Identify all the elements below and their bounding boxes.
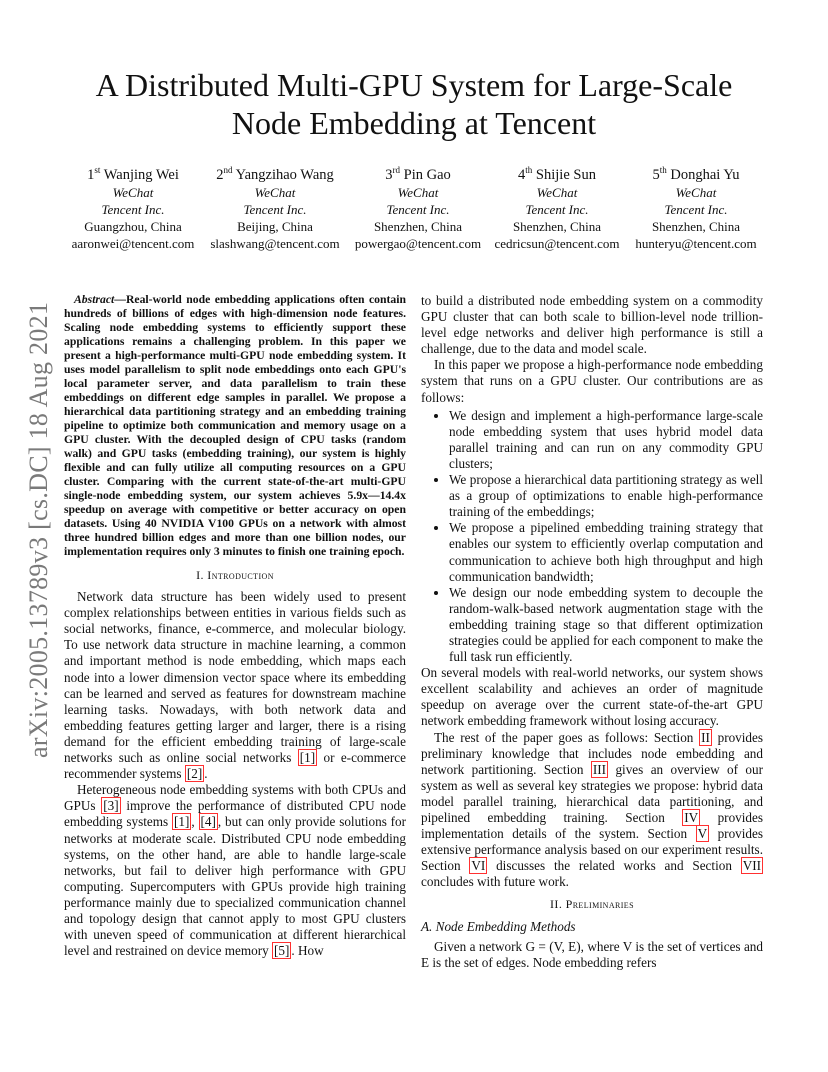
section-link[interactable]: II: [701, 729, 710, 745]
list-item: • We design our node embedding system to decouple the random-walk-based network augmentation stage with the embedding training stage so that different optimization strategies could be applied for each component to make the full task run efficiently.: [449, 585, 763, 665]
body-paragraph: On several models with real-world networks, our system shows excellent scalability and achieves an order of magnitude speedup on average over the current state-of-the-art GPU network embedding framework without losing accuracy.: [421, 665, 763, 729]
intro-paragraph-2: Heterogeneous node embedding systems with both CPUs and GPUs [3] improve the performance of distributed CPU node embedding systems [1] , [4] , but can only provide solutions for networks at moderate scale. Distributed CPU node embedding systems, on the other hand, are able to handle large-scale networks, but fail to deliver high performance with GPU computing. Supercomputers with GPUs provide high training performance mainly due to specialized communication channel and topology design that cannot apply to most GPU clusters with uneven speed of communication at different hierarchical level and restrained on device memory [5] . How: [64, 782, 407, 959]
citation-link[interactable]: [3]: [103, 798, 119, 814]
citation-link[interactable]: [1]: [174, 814, 190, 830]
author-name: Shijie Sun: [535, 166, 596, 183]
author-1: 1st Wanjing Wei WeChat Tencent Inc. Guangzhou, China aaronwei@tencent.com: [71, 165, 195, 251]
author-2: 2nd Yangzihao Wang WeChat Tencent Inc. Beijing, China slashwang@tencent.com: [206, 162, 344, 252]
paper-title: [40, 66, 788, 142]
citation-link[interactable]: [5]: [274, 943, 290, 959]
citation-link[interactable]: [1]: [299, 750, 316, 766]
section-link[interactable]: V: [697, 826, 708, 842]
body-paragraph: The rest of the paper goes as follows: Section II provides preliminary knowledge that includes node embedding and network partitioning. Section III gives an overview of our system as well as several key strategies we propose: hybrid data model parallel training, hierarchical data partitioning, and pipelined embedding training. Section IV provides implementation details of the system. Section V provides extensive performance analysis based on our experiment results. Section VI discusses the related works and Section VII concludes with future work.: [421, 729, 764, 890]
list-item: • We propose a hierarchical data partitioning strategy as well as a group of optimizations to enable high-performance training of the embeddings;: [449, 472, 763, 520]
author-5: 5th Donghai Yu WeChat Tencent Inc. Shenzhen, China hunteryu@tencent.com: [630, 162, 762, 252]
abstract: [64, 293, 406, 559]
author-name: Wanjing Wei: [103, 166, 179, 183]
author-list: [70, 162, 760, 252]
citation-link[interactable]: [2]: [186, 766, 203, 782]
list-item: • We design and implement a high-performance large-scale node embedding system that uses hybrid model data parallel training and can run on any commodity GPU clusters;: [449, 408, 763, 472]
body-paragraph: Given a network G = (V, E), where V is the set of vertices and E is the set of edges. Node embedding refers: [421, 938, 763, 970]
author-location: Shenzhen, China: [373, 218, 463, 234]
author-org: Tencent Inc.: [386, 201, 450, 217]
author-location: Shenzhen, China: [512, 218, 602, 234]
author-name: Donghai Yu: [670, 166, 740, 183]
author-email: aaronwei@tencent.com: [71, 235, 195, 251]
citation-link[interactable]: [4]: [200, 814, 216, 830]
author-email: hunteryu@tencent.com: [635, 235, 757, 251]
contribution-list: [421, 408, 763, 666]
body-paragraph: to build a distributed node embedding system on a commodity GPU cluster that can both scale to billion-level node trillion-level edge networks and deliver high performance is still a challenge, due to the data and model scale.: [421, 293, 763, 357]
author-org: WeChat: [397, 184, 439, 200]
author-location: Guangzhou, China: [84, 218, 182, 234]
abstract-text: —Real-world node embedding applications often contain hundreds of billions of edges with high-dimension node features. Scaling node embedding systems to efficiently support these applications remains a challenging problem. In this paper we present a high-performance multi-GPU node embedding system. It uses model parallelism to split node embeddings onto each GPU's local parameter server, and data parallelism to train these embeddings on different edge samples in parallel. We propose a hierarchical data partitioning strategy and an embedding training pipeline to optimize both communication and memory usage on a GPU cluster. With the decoupled design of CPU tasks (random walk) and GPU tasks (embedding training), our system is highly flexible and can fully utilize all computing resources on a GPU cluster. Comparing with the current state-of-the-art multi-GPU single-node embedding system, our system achieves 5.9x—14.4x speedup on average with competitive or better accuracy on open datasets. Using 40 NVIDIA V100 GPUs on a network with almost three hundred billion edges and more than one billion nodes, our implementation requires only 3 minutes to finish one training epoch.: [64, 293, 406, 558]
author-org: Tencent Inc.: [664, 201, 728, 217]
author-name: Yangzihao Wang: [235, 166, 334, 183]
author-location: Beijing, China: [237, 218, 313, 234]
arxiv-stamp: arXiv:2005.13789v3 [cs.DC] 18 Aug 2021: [24, 301, 53, 758]
abstract-label: Abstract: [74, 293, 115, 306]
list-item: • We propose a pipelined embedding training strategy that enables our system to efficiently overlap computation and communication to achieve both high throughput and high communication bandwidth;: [449, 520, 763, 584]
author-org: WeChat: [675, 184, 717, 200]
author-email: slashwang@tencent.com: [210, 235, 340, 251]
author-org: Tencent Inc.: [243, 201, 307, 217]
title-line-1: A Distributed Multi-GPU System for Large-Scale: [95, 67, 733, 103]
section-heading-introduction: I. Introduction: [196, 568, 274, 582]
author-org: WeChat: [254, 184, 296, 200]
author-email: powergao@tencent.com: [354, 235, 482, 251]
subsection-heading: A. Node Embedding Methods: [421, 918, 576, 934]
section-link[interactable]: VII: [742, 858, 762, 874]
intro-paragraph-1: Network data structure has been widely used to present complex relationships between entities in various fields such as social networks, finance, e-commerce, and molecular biology. To use network data structure in machine learning, a common and important method is node embedding, which maps each node into a lower dimension vector space where its embedding can be learned and served as features for downstream machine learning tasks. Nowadays, with both network data and embedding features getting larger and larger, there is a rising demand for the efficient embedding training of large-scale networks such as online social networks [1] or e-commerce recommender systems [2] .: [64, 589, 406, 782]
section-heading-preliminaries: II. Preliminaries: [550, 897, 634, 912]
author-3: 3rd Pin Gao WeChat Tencent Inc. Shenzhen, China powergao@tencent.com: [352, 162, 484, 252]
section-link[interactable]: III: [592, 761, 607, 777]
author-location: Shenzhen, China: [651, 218, 741, 234]
right-column: [421, 293, 763, 971]
author-email: cedricsun@tencent.com: [494, 235, 620, 251]
title-line-2: Node Embedding at Tencent: [231, 105, 597, 141]
body-paragraph: In this paper we propose a high-performance node embedding system that runs on a GPU cluster. Our contributions are as follows:: [421, 357, 763, 405]
author-org: Tencent Inc.: [101, 201, 165, 217]
author-org: Tencent Inc.: [525, 201, 589, 217]
section-link[interactable]: IV: [684, 810, 699, 825]
author-name: Pin Gao: [403, 166, 451, 183]
author-4: 4th Shijie Sun WeChat Tencent Inc. Shenzhen, China cedricsun@tencent.com: [490, 162, 624, 252]
left-column: [64, 293, 406, 959]
section-link[interactable]: VI: [471, 858, 486, 874]
author-org: WeChat: [536, 184, 578, 200]
author-org: WeChat: [112, 184, 154, 200]
